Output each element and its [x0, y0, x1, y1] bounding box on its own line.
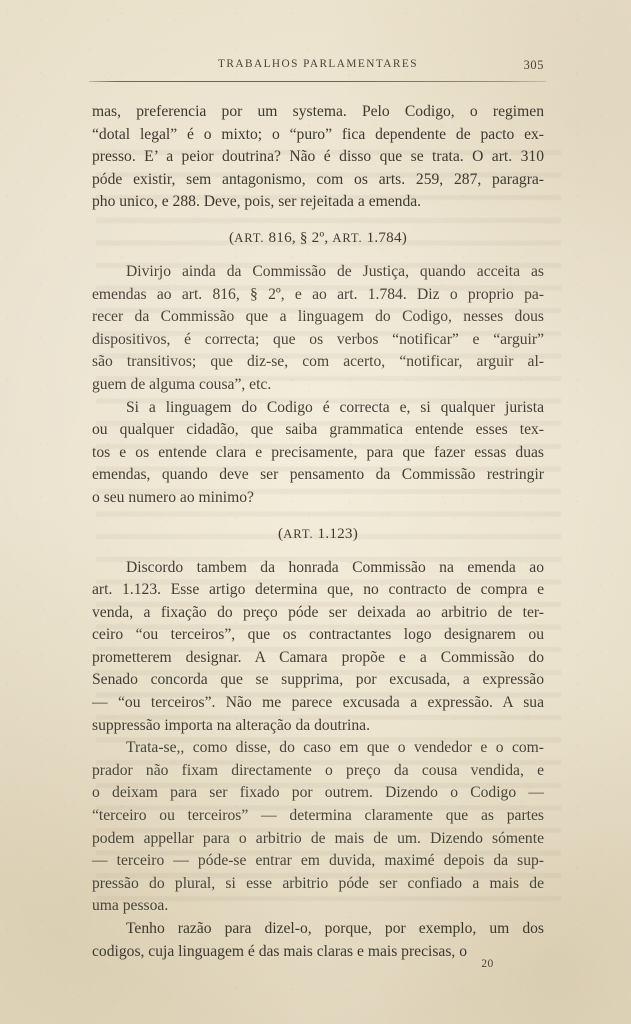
text-line: tos e os entende clara e precisamente, para que fazer essas duas	[92, 443, 544, 461]
text-line: venda, a fixação do preço póde ser deixada ao arbitrio de ter-	[92, 603, 544, 621]
text-line: pho unico, e 288. Deve, pois, ser rejeitada a emenda.	[92, 193, 422, 211]
text-line: emendas ao art. 816, § 2º, e ao art. 1.784. Diz o proprio pa-	[92, 285, 544, 303]
running-head	[92, 58, 544, 92]
paragraph-2	[92, 261, 544, 397]
heading-segment: ART.	[332, 230, 363, 245]
text-line: prometterem designar. A Camara propõe e a Commissão do	[92, 648, 544, 666]
text-line: prador não fixam directamente o preço da cousa vendida, e	[92, 761, 544, 779]
text-line: presso. E’ a peior doutrina? Não é disso que se trata. O art. 310	[92, 148, 544, 166]
heading-segment: 816, § 2º,	[264, 228, 333, 246]
text-line: o deixam para ser fixado por outrem. Dizendo o Codigo —	[92, 784, 544, 802]
body-text	[92, 101, 544, 963]
heading-segment: ART.	[283, 526, 314, 541]
text-line: mas, preferencia por um systema. Pelo Codigo, o regimen	[92, 103, 544, 120]
heading-segment: ART.	[234, 230, 265, 245]
text-line: ceiro “ou terceiros”, que os contractantes logo designarem ou	[92, 626, 544, 644]
text-line: recer da Commissão que a linguagem do Codigo, nesses dous	[92, 308, 544, 326]
heading-segment: (	[228, 228, 235, 246]
heading-segment: (	[278, 524, 284, 542]
paragraph-4	[92, 557, 544, 738]
heading-segment: 1.784)	[362, 228, 408, 246]
text-line: “terceiro ou terceiros” — determina claramente que as partes	[92, 807, 544, 825]
text-line: uma pessoa.	[92, 897, 169, 915]
text-line: dispositivos, é correcta; que os verbos “notificar” e “arguir”	[92, 330, 544, 348]
text-line: Trata-se,, como disse, do caso em que o vendedor e o com-	[126, 739, 544, 757]
text-line: podem appellar para o arbitrio de mais de um. Dizendo sómente	[92, 829, 544, 847]
header-rule	[89, 81, 546, 82]
text-line: art. 1.123. Esse artigo determina que, no contracto de compra e	[92, 581, 544, 599]
text-line: codigos, cuja linguagem é das mais claras e mais precisas, o	[92, 942, 467, 960]
paragraph-5	[92, 737, 544, 918]
text-line: póde existir, sem antagonismo, com os arts. 259, 287, paragra-	[92, 170, 544, 188]
text-line: Divirjo ainda da Commissão de Justiça, quando acceita as	[126, 262, 544, 280]
text-line: emendas, quando deve ser pensamento da Commissão restringir	[92, 466, 544, 484]
text-line: Discordo tambem da honrada Commissão na emenda ao	[126, 558, 544, 576]
heading-segment: 1.123)	[313, 524, 358, 542]
text-line: Si a linguagem do Codigo é correcta e, si qualquer jurista	[126, 398, 544, 416]
heading-art-816	[92, 227, 544, 249]
paragraph-1	[92, 101, 544, 214]
text-line: guem de alguma cousa”, etc.	[92, 375, 272, 393]
page-number: 305	[523, 58, 544, 72]
text-line: — terceiro — póde-se entrar em duvida, maximé depois da sup-	[92, 852, 544, 870]
text-line: suppressão importa na alteração da doutrina.	[92, 716, 370, 734]
text-line: Tenho razão para dizel-o, porque, por exemplo, um dos	[126, 920, 544, 937]
heading-art-1123	[92, 523, 544, 545]
text-line: pressão do plural, si esse arbitrio póde ser confiado a mais de	[92, 874, 544, 892]
paragraph-3	[92, 397, 544, 510]
page-content	[92, 0, 544, 963]
text-line: Senado concorda que se supprima, por excusada, a expressão	[92, 671, 544, 689]
text-line: são transitivos; que diz-se, com acerto, “notificar, arguir al-	[92, 353, 544, 371]
text-line: “dotal legal” é o mixto; o “puro” fica dependente de pacto ex-	[92, 125, 544, 143]
signature-mark-container	[0, 957, 631, 970]
signature-mark: 20	[481, 957, 494, 970]
text-line: o seu numero ao minimo?	[92, 488, 254, 506]
text-line: ou qualquer cidadão, que saiba grammatica entende esses tex-	[92, 421, 544, 439]
text-line: — “ou terceiros”. Não me parece excusada a expressão. A sua	[92, 694, 544, 712]
running-head-title: TRABALHOS PARLAMENTARES	[218, 58, 418, 70]
